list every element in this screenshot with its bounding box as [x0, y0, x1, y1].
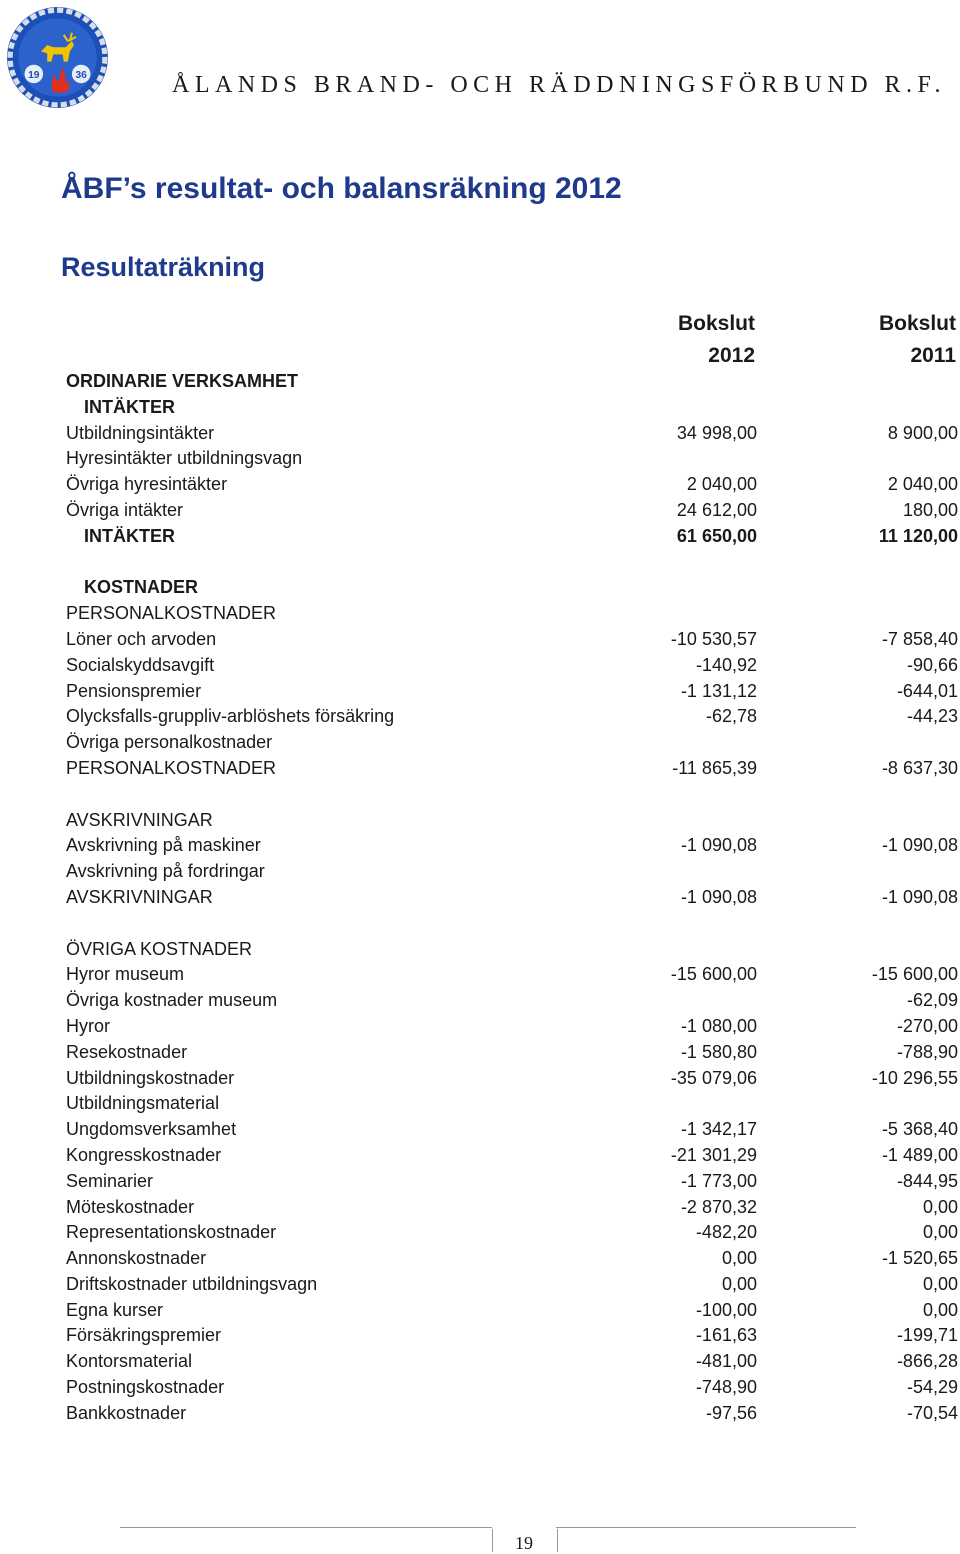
column-header-2012-year: 2012	[708, 344, 755, 367]
column-header-2012-label: Bokslut	[677, 312, 755, 335]
row-label: Representationskostnader	[66, 1222, 277, 1243]
table-row	[66, 1169, 958, 1195]
row-label: INTÄKTER	[84, 396, 175, 417]
column-header-2011-label: Bokslut	[878, 312, 956, 335]
logo-year-left: 19	[28, 70, 40, 82]
row-label: KOSTNADER	[84, 577, 199, 598]
row-label: Övriga personalkostnader	[66, 732, 273, 753]
row-label: Hyror museum	[66, 964, 185, 985]
table-row	[66, 1375, 958, 1401]
value-2012: -62,78	[705, 706, 757, 727]
table-row	[66, 446, 958, 472]
value-2011: 0,00	[922, 1196, 958, 1217]
table-row	[66, 859, 958, 885]
value-2012: 2 040,00	[686, 474, 757, 495]
value-2012: -1 090,08	[680, 835, 757, 856]
table-row	[66, 1246, 958, 1272]
value-2012: 34 998,00	[676, 422, 757, 443]
table-row	[66, 1298, 958, 1324]
value-2011: -270,00	[896, 1015, 958, 1036]
table-row	[66, 988, 958, 1014]
value-2011: -199,71	[896, 1325, 958, 1346]
value-2011: -7 858,40	[881, 628, 958, 649]
row-label: Avskrivning på maskiner	[66, 835, 261, 856]
row-label: Driftskostnader utbildningsvagn	[66, 1273, 318, 1294]
row-label: Egna kurser	[66, 1299, 164, 1320]
value-2012: -161,63	[695, 1325, 757, 1346]
value-2012: -10 530,57	[670, 628, 757, 649]
row-label: AVSKRIVNINGAR	[66, 809, 213, 830]
row-label: Bankkostnader	[66, 1402, 187, 1423]
table-row	[66, 937, 958, 963]
value-2011: 2 040,00	[887, 474, 958, 495]
value-2011: -5 368,40	[881, 1119, 958, 1140]
value-2012: -2 870,32	[680, 1196, 757, 1217]
row-label: Ungdomsverksamhet	[66, 1119, 237, 1140]
value-2011: -90,66	[906, 654, 958, 675]
value-2011: -44,23	[906, 706, 958, 727]
value-2012: -1 080,00	[680, 1015, 757, 1036]
value-2011: -62,09	[906, 990, 958, 1011]
footer-divider-left	[120, 1527, 492, 1528]
table-row	[66, 1014, 958, 1040]
table-row	[66, 730, 958, 756]
table-row	[66, 1091, 958, 1117]
table-row	[66, 421, 958, 447]
table-row	[66, 962, 958, 988]
footer-divider-right	[556, 1527, 856, 1528]
value-2011: -1 090,08	[881, 835, 958, 856]
value-2011: 0,00	[922, 1222, 958, 1243]
row-label: Olycksfalls-gruppliv-arblöshets försäkring	[66, 706, 395, 727]
table-row	[66, 575, 958, 601]
value-2011: -10 296,55	[871, 1067, 958, 1088]
value-2011: -644,01	[896, 680, 958, 701]
table-row	[66, 1220, 958, 1246]
row-label: Socialskyddsavgift	[66, 654, 215, 675]
row-label: Utbildningskostnader	[66, 1067, 235, 1088]
table-spacer-row	[66, 550, 958, 576]
table-row	[66, 472, 958, 498]
value-2011: -1 090,08	[881, 886, 958, 907]
value-2011: 8 900,00	[887, 422, 958, 443]
value-2012: -481,00	[695, 1351, 757, 1372]
value-2011: 11 120,00	[878, 525, 958, 546]
table-row	[66, 756, 958, 782]
row-label: Övriga intäkter	[66, 499, 184, 520]
table-row	[66, 1272, 958, 1298]
value-2012: -100,00	[695, 1299, 757, 1320]
row-label: Kontorsmaterial	[66, 1351, 193, 1372]
value-2011: -15 600,00	[871, 964, 958, 985]
row-label: ÖVRIGA KOSTNADER	[66, 938, 253, 959]
value-2012: -1 090,08	[680, 886, 757, 907]
value-2011: -54,29	[906, 1377, 958, 1398]
value-2012: -97,56	[705, 1402, 757, 1423]
income-statement-table	[66, 369, 958, 1427]
row-label: Seminarier	[66, 1170, 154, 1191]
row-label: Hyror	[66, 1015, 110, 1036]
table-row	[66, 653, 958, 679]
row-label: AVSKRIVNINGAR	[66, 886, 213, 907]
row-label: Utbildningsintäkter	[66, 422, 215, 443]
organization-name: ÅLANDS BRAND- OCH RÄDDNINGSFÖRBUND R.F.	[172, 72, 946, 98]
row-label: PERSONALKOSTNADER	[66, 757, 277, 778]
table-row	[66, 1401, 958, 1427]
value-2011: 180,00	[902, 499, 958, 520]
value-2011: -8 637,30	[881, 757, 958, 778]
organization-logo	[6, 6, 109, 109]
table-row	[66, 498, 958, 524]
table-row	[66, 1066, 958, 1092]
value-2012: 61 650,00	[676, 525, 757, 546]
logo-year-right: 36	[75, 70, 87, 82]
value-2012: -21 301,29	[670, 1144, 757, 1165]
table-spacer-row	[66, 911, 958, 937]
row-label: ORDINARIE VERKSAMHET	[66, 371, 299, 391]
row-label: Hyresintäkter utbildningsvagn	[66, 448, 303, 469]
page-number: 19	[515, 1533, 533, 1553]
value-2012: -35 079,06	[670, 1067, 757, 1088]
row-label: Övriga hyresintäkter	[66, 474, 228, 495]
value-2012: -1 773,00	[680, 1170, 757, 1191]
section-title: Resultaträkning	[61, 252, 266, 282]
row-label: Försäkringspremier	[66, 1325, 222, 1346]
table-row	[66, 1349, 958, 1375]
table-row	[66, 1143, 958, 1169]
table-row	[66, 1323, 958, 1349]
row-label: PERSONALKOSTNADER	[66, 603, 277, 624]
table-row	[66, 524, 958, 550]
value-2011: -788,90	[896, 1041, 958, 1062]
table-spacer-row	[66, 782, 958, 808]
row-label: Annonskostnader	[66, 1248, 207, 1269]
value-2012: -1 580,80	[680, 1041, 757, 1062]
table-row	[66, 704, 958, 730]
value-2012: 24 612,00	[676, 499, 757, 520]
value-2011: -1 520,65	[881, 1248, 958, 1269]
table-row	[66, 885, 958, 911]
row-label: Löner och arvoden	[66, 628, 217, 649]
table-row	[66, 627, 958, 653]
table-row	[66, 679, 958, 705]
value-2012: 0,00	[721, 1273, 757, 1294]
value-2012: -11 865,39	[672, 757, 757, 778]
row-label: Resekostnader	[66, 1041, 188, 1062]
row-label: Utbildningsmaterial	[66, 1093, 220, 1114]
value-2012: 0,00	[721, 1248, 757, 1269]
column-header-2011-year: 2011	[910, 344, 956, 367]
row-label: INTÄKTER	[84, 525, 175, 546]
value-2012: -1 342,17	[680, 1119, 757, 1140]
table-row	[66, 601, 958, 627]
table-row	[66, 833, 958, 859]
table-row	[66, 808, 958, 834]
table-row	[66, 1040, 958, 1066]
row-label: Postningskostnader	[66, 1377, 225, 1398]
row-label: Kongresskostnader	[66, 1144, 222, 1165]
row-label: Pensionspremier	[66, 680, 202, 701]
value-2011: -70,54	[906, 1402, 958, 1423]
value-2012: -140,92	[695, 654, 757, 675]
row-label: Övriga kostnader museum	[66, 990, 278, 1011]
value-2012: -748,90	[695, 1377, 757, 1398]
table-row	[66, 1195, 958, 1221]
value-2012: -1 131,12	[680, 680, 757, 701]
value-2011: 0,00	[922, 1273, 958, 1294]
table-row	[66, 395, 958, 421]
value-2011: 0,00	[922, 1299, 958, 1320]
value-2012: -15 600,00	[670, 964, 757, 985]
value-2011: -1 489,00	[881, 1144, 958, 1165]
value-2011: -844,95	[896, 1170, 958, 1191]
row-label: Möteskostnader	[66, 1196, 195, 1217]
table-row	[66, 369, 958, 395]
value-2012: -482,20	[695, 1222, 757, 1243]
document-title: ÅBF’s resultat- och balansräkning 2012	[61, 172, 622, 205]
table-row	[66, 1117, 958, 1143]
value-2011: -866,28	[896, 1351, 958, 1372]
row-label: Avskrivning på fordringar	[66, 861, 265, 882]
